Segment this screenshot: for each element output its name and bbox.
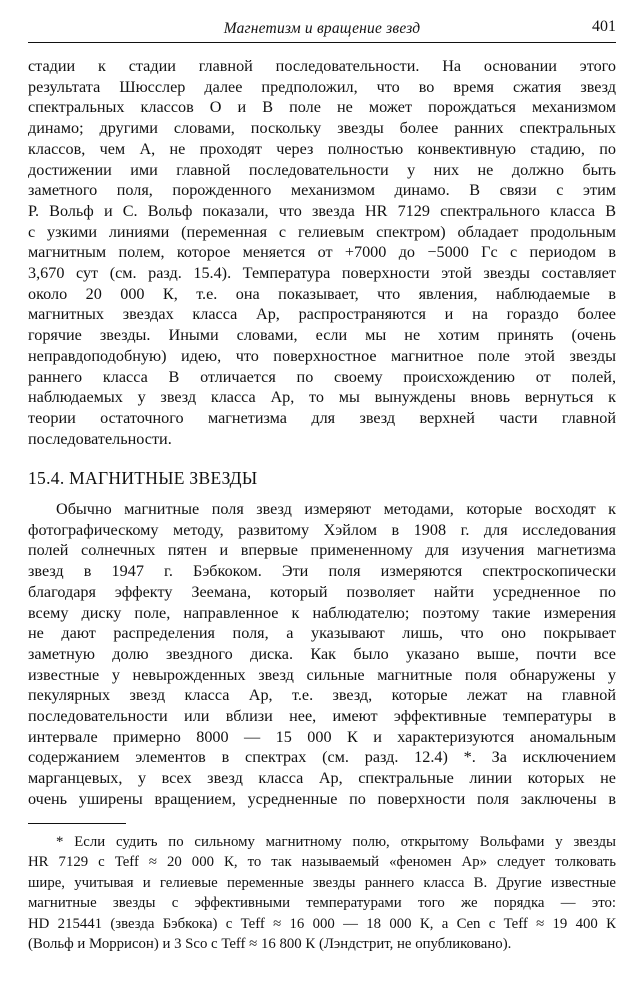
text-line: классов, чем A, не проходят через полностью конвективную стадию, по — [28, 139, 616, 158]
text-line: магнитным полем, которое меняется от +7000 до −5000 Гс с периодом в — [28, 243, 616, 262]
text-line: интервале примерно 8000 — 15 000 К и характеризуются аномальным — [28, 727, 616, 746]
text-line: очень уширены вращением, усредненные по поверхности поля заключены в — [28, 789, 616, 808]
text-line: с узкими линиями (переменная с гелиевым спектром) обладает продольным — [28, 222, 616, 241]
text-line: фотографическому методу, развитому Хэйлом в 1908 г. для исследования — [28, 520, 616, 539]
footnote-rule — [28, 823, 126, 824]
text-line: последовательности. — [28, 429, 172, 448]
text-line: пекулярных звезд класса Ap, т.е. звезд, которые лежат на главной — [28, 686, 616, 705]
text-line: результата Шюсслер далее предположил, что во время сжатия звезд — [28, 77, 616, 96]
footnote-line: (Вольф и Моррисон) и 3 Sco с Teff ≈ 16 800 К (Лэндстрит, не опубликовано). — [28, 936, 512, 953]
footnote-line: HD 215441 (звезда Бэбкока) с Teff ≈ 16 000 — 18 000 К, а Cen с Teff ≈ 19 400 К — [28, 915, 616, 932]
text-line: содержанием элементов в спектрах (см. разд. 12.4) *. За исключением — [28, 748, 616, 767]
text-line: наблюдаемых у звезд класса Ap, то мы вынуждены вновь вернуться к — [28, 388, 616, 407]
text-line: стадии к стадии главной последовательности. На основании этого — [28, 57, 616, 75]
text-line: звезд в 1947 г. Бэбкоком. Эти поля измеряются спектроскопически — [28, 562, 616, 581]
section-heading: 15.4. МАГНИТНЫЕ ЗВЕЗДЫ — [28, 468, 258, 488]
text-line: 3,670 сут (см. разд. 15.4). Температура поверхности этой звезды составляет — [28, 264, 616, 283]
text-line: полей солнечных пятен и впервые примененному для изучения магнетизма — [28, 541, 616, 560]
text-line: последовательности или вблизи нее, имеют эффективные температуры в — [28, 707, 616, 726]
footnote-line: магнитные звезды с эффективными температурами того же порядка — это: — [28, 895, 616, 912]
footnote-line: * Если судить по сильному магнитному полю, открытому Вольфами у звезды — [56, 834, 616, 850]
paragraph-continued — [28, 56, 616, 449]
text-line: теории остаточного магнетизма для звезд верхней части главной — [28, 408, 616, 427]
text-line: достижении ими главной последовательности у них не должно быть — [28, 160, 616, 179]
text-line: заметную долю звездного диска. Как было указано выше, почти все — [28, 644, 616, 663]
footnote — [28, 832, 616, 954]
text-line: Обычно магнитные поля звезд измеряют методами, которые восходят к — [56, 500, 616, 518]
text-line: горячие звезды. Иными словами, если мы не хотим принять (очень — [28, 326, 616, 345]
text-line: раннего класса B отличается по своему происхождению от полей, — [28, 367, 616, 386]
text-line: динамо; другими словами, поскольку звезды более ранних спектральных — [28, 119, 616, 138]
text-line: Р. Вольф и С. Вольф показали, что звезда HR 7129 спектрального класса B — [28, 201, 616, 220]
text-line: известные у невырожденных звезд сильные магнитные поля обнаружены у — [28, 665, 616, 684]
running-title: Магнетизм и вращение звезд — [223, 20, 421, 37]
text-line: неправдоподобную) идею, что поверхностное магнитное поле этой звезды — [28, 346, 616, 365]
text-line: около 20 000 К, т.е. она показывает, что явления, наблюдаемые в — [28, 284, 616, 303]
text-line: марганцевых, у всех звезд класса Ap, спектральные линии которых не — [28, 769, 616, 788]
paragraph-section-body — [28, 499, 616, 810]
text-line: благодаря эффекту Зеемана, который позволяет найти усредненное по — [28, 582, 616, 601]
text-line: всему диску поле, направленное к наблюдателю; поэтому такие измерения — [28, 603, 616, 622]
text-line: не дают распределения поля, а указывают лишь, что оно покрывает — [28, 624, 616, 643]
text-line: спектральных классов O и B поле не может порождаться механизмом — [28, 98, 616, 117]
page-number: 401 — [592, 18, 616, 35]
text-line: магнитных звездах класса Ap, распространяются и на гораздо более — [28, 305, 616, 324]
text-line: заметного поля, порожденного механизмом динамо. В связи с этим — [28, 181, 616, 200]
footnote-line: HR 7129 с Teff ≈ 20 000 К, то так называемый «феномен Ap» следует толковать — [28, 854, 616, 871]
header-rule — [28, 42, 616, 43]
footnote-line: шире, учитывая и гелиевые переменные звезды раннего класса B. Другие известные — [28, 874, 616, 891]
